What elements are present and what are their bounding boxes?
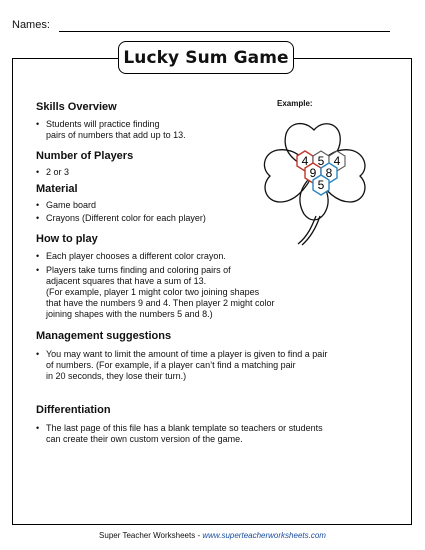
example-label: Example: (277, 99, 313, 108)
bullet-text: The last page of this file has a blank template so teachers or students can create their own custom version of the game. (46, 423, 323, 444)
hexagon-value: 4 (333, 154, 341, 168)
bullet-dot: • (36, 213, 40, 223)
title-box (118, 41, 294, 74)
footer-text: Super Teacher Worksheets - (99, 531, 203, 540)
hexagon-value: 8 (325, 166, 333, 180)
bullet-dot: • (36, 167, 40, 177)
footer-link[interactable]: www.superteacherworksheets.com (202, 531, 326, 540)
bullet-dot: • (36, 119, 40, 129)
bullet-dot: • (36, 423, 40, 433)
bullet-text: Each player chooses a different color crayon. (46, 251, 226, 261)
bullet-text: Game board (46, 200, 97, 210)
heading-management-suggestions: Management suggestions (36, 330, 172, 342)
heading-number-of-players: Number of Players (36, 150, 134, 162)
bullet-text: You may want to limit the amount of time a player is given to find a pair of numbers. (For example, if a player can’t find a matching pair in 20 seconds, they lose their turn.) (46, 349, 328, 381)
footer (0, 531, 425, 540)
names-label: Names: (12, 19, 50, 31)
hexagon-6 (313, 175, 329, 195)
bullet-dot: • (36, 265, 40, 275)
heading-differentiation: Differentiation (36, 404, 111, 416)
names-line[interactable] (59, 31, 390, 32)
hexagon-value: 5 (317, 178, 325, 192)
bullet-text: Crayons (Different color for each player) (46, 213, 206, 223)
page-title: Lucky Sum Game (123, 47, 289, 68)
bullet-text: Students will practice finding pairs of numbers that add up to 13. (46, 119, 186, 140)
names-row (12, 19, 392, 35)
clover-example (252, 112, 382, 252)
bullet-text: Players take turns finding and coloring pairs of adjacent squares that have a sum of 13. (For example, player 1 might color two joining shapes that have the numbers 9 and 4. Then player 2 might color joining shapes with the numbers 5 and 8.) (46, 265, 275, 319)
hexagon-value: 9 (309, 166, 317, 180)
heading-material: Material (36, 183, 78, 195)
hexagon-value: 5 (317, 154, 325, 168)
bullet-text: 2 or 3 (46, 167, 70, 177)
heading-skills-overview: Skills Overview (36, 101, 117, 113)
bullet-dot: • (36, 251, 40, 261)
heading-how-to-play: How to play (36, 233, 98, 245)
hexagon-value: 4 (301, 154, 309, 168)
bullet-dot: • (36, 200, 40, 210)
bullet-dot: • (36, 349, 40, 359)
